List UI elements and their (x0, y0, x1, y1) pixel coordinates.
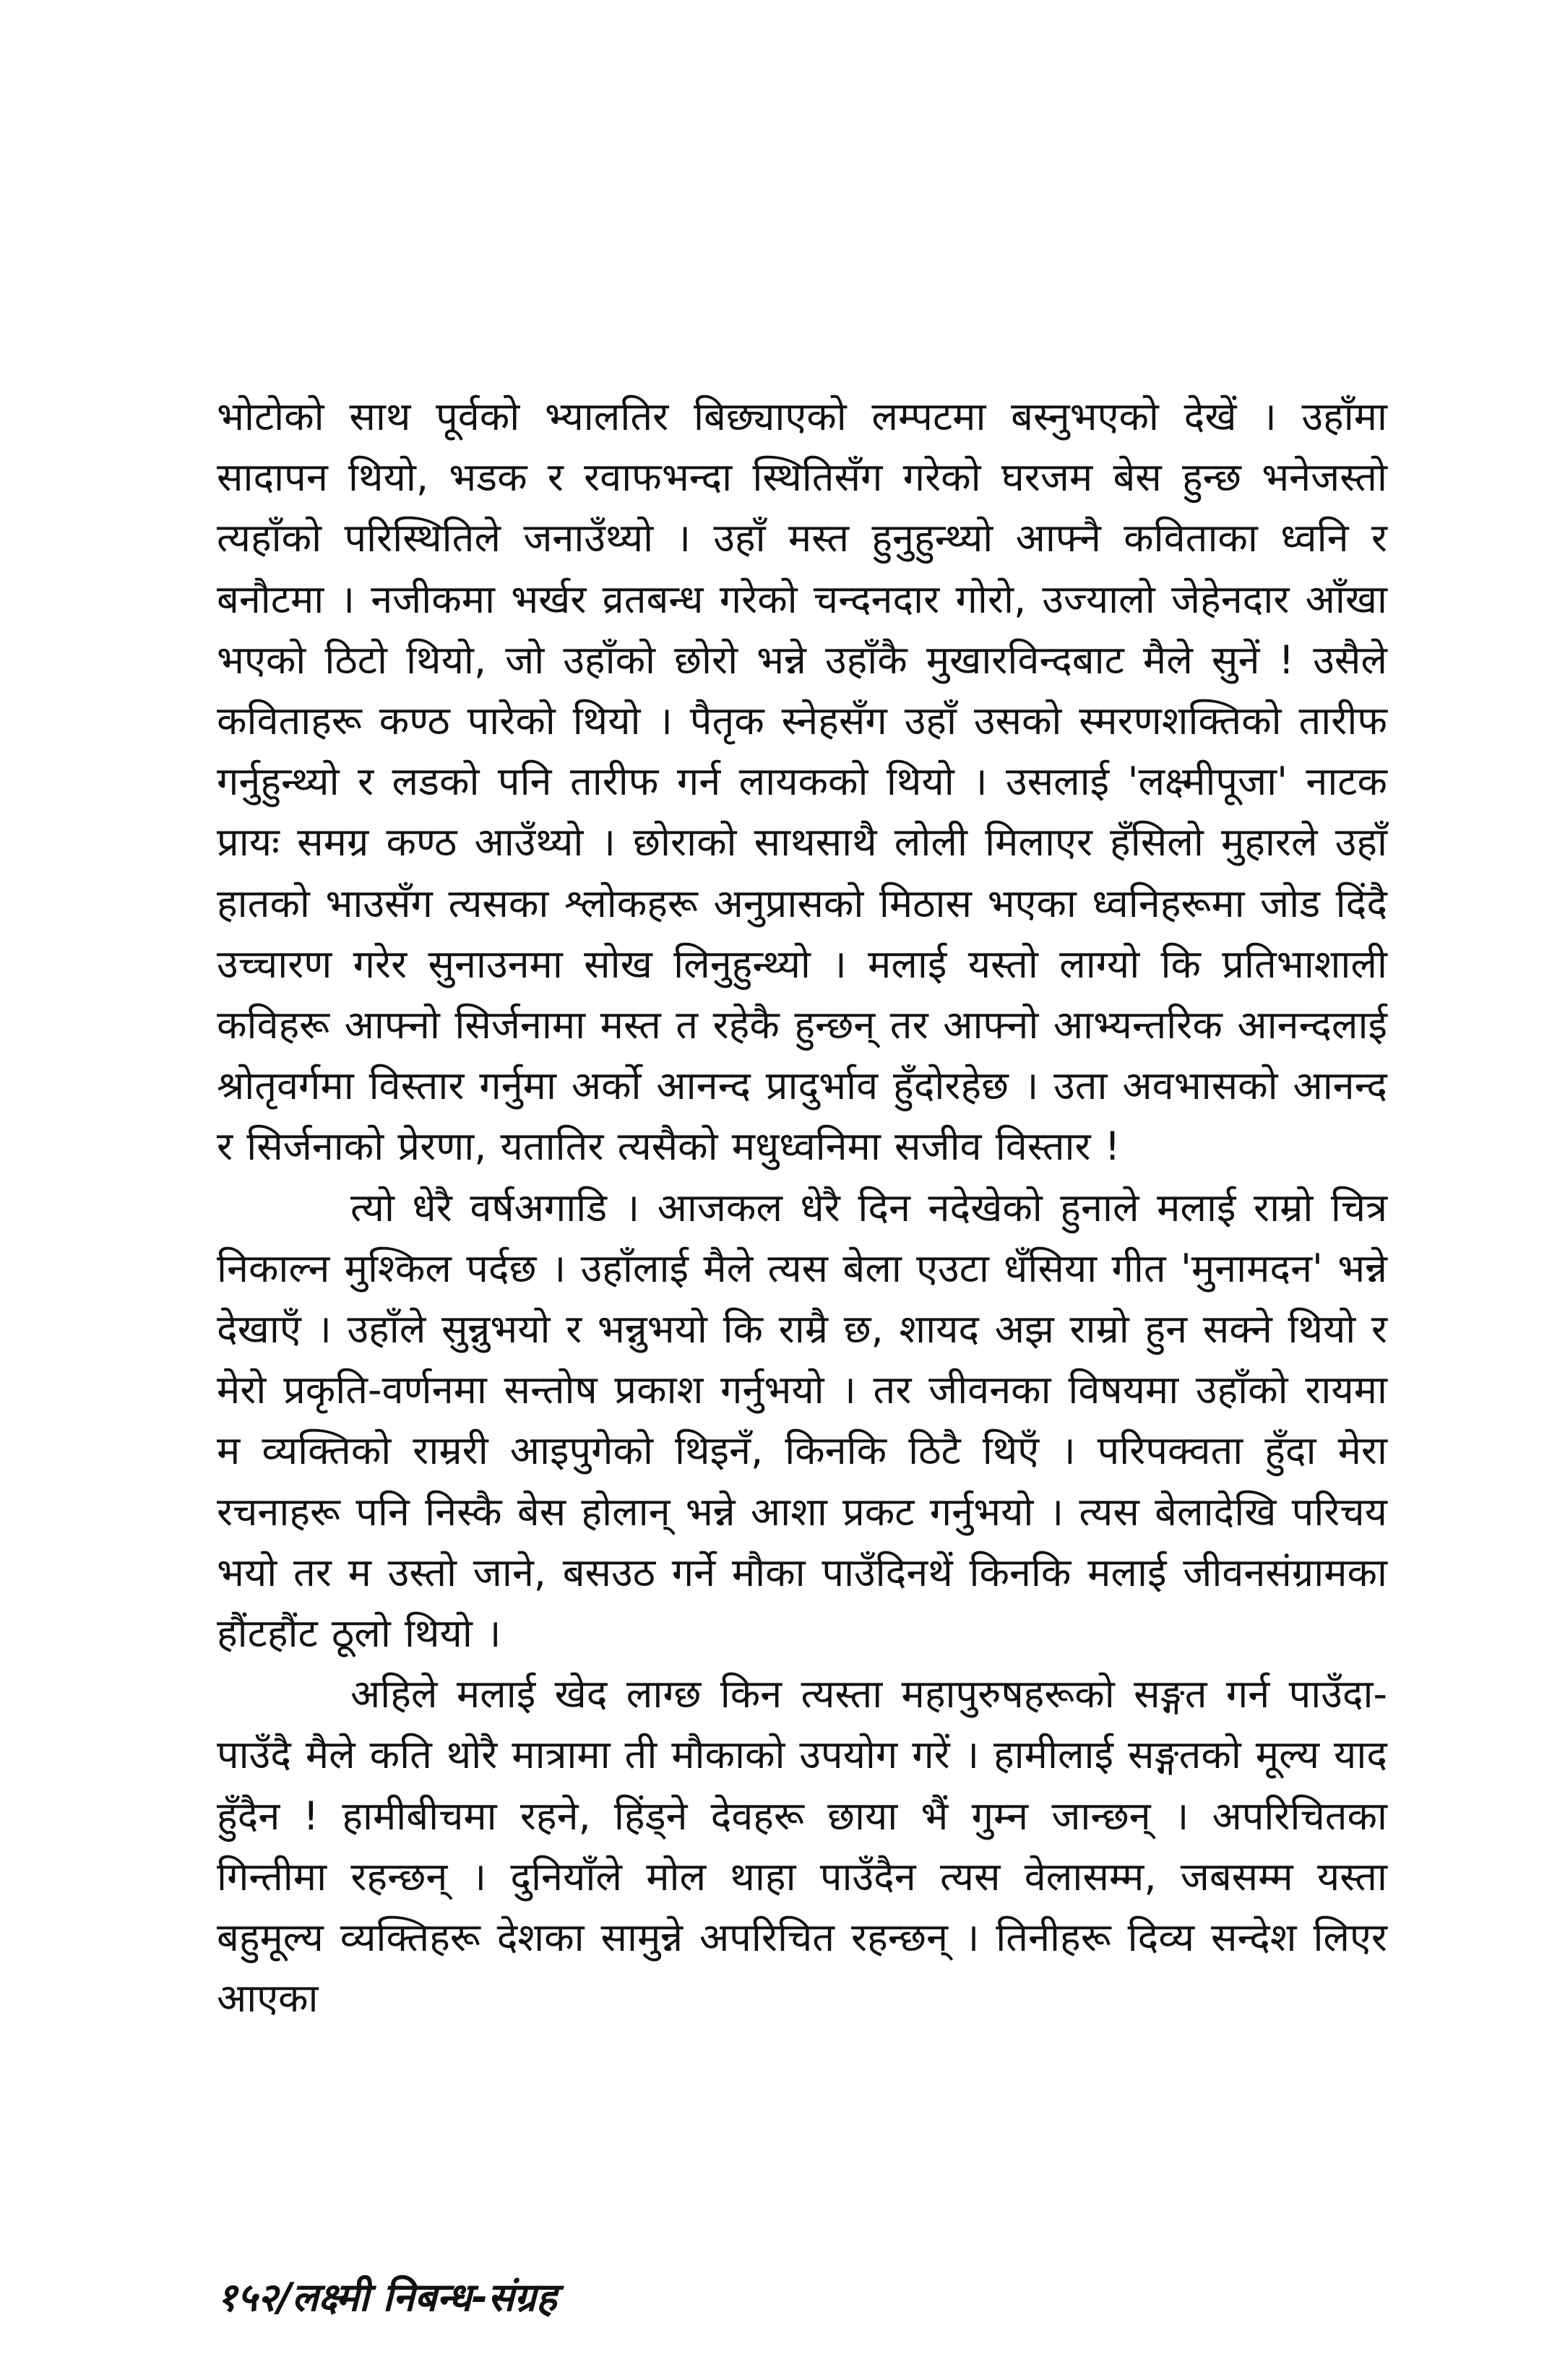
page-footer: १५२/लक्ष्मी निबन्ध-संग्रह (217, 2275, 557, 2320)
body-text (217, 387, 1387, 2029)
paragraph-1: भोटोको साथ पूर्वको भ्यालतिर बिछ्याएको लम्पटमा बस्नुभएको देखें । उहाँमा सादापन थियो, भडक र रवाफभन्दा स्थितिसँग गरेको घरजम बेस हुन्छ भनेजस्तो त्यहाँको परिस्थितिले जनाउँथ्यो । उहाँ मस्त हुनुहुन्थ्यो आफ्नै कविताका ध्वनि र बनौटमा । नजीकमा भर्खर व्रतबन्ध गरेको चन्दनदार गोरो, उज्यालो जेहेनदार आँखा भएको ठिटो थियो, जो उहाँको छोरो भन्ने उहाँकै मुखारविन्दबाट मैले सुनें ! उसैले कविताहरू कण्ठ पारेको थियो । पैतृक स्नेहसँग उहाँ उसको स्मरणशक्तिको तारीफ गर्नुहुन्थ्यो र लडको पनि तारीफ गर्न लायकको थियो । उसलाई 'लक्ष्मीपूजा' नाटक प्रायः समग्र कण्ठ आउँथ्यो । छोराको साथसाथै लोली मिलाएर हँसिलो मुहारले उहाँ हातको भाउसँग त्यसका श्लोकहरू अनुप्रासको मिठास भएका ध्वनिहरूमा जोड दिंदै उच्चारण गरेर सुनाउनमा सोख लिनुहुन्थ्यो । मलाई यस्तो लाग्यो कि प्रतिभाशाली कविहरू आफ्नो सिर्जनामा मस्त त रहेकै हुन्छन् तर आफ्नो आभ्यन्तरिक आनन्दलाई श्रोतृवर्गमा विस्तार गर्नुमा अर्को आनन्द प्रादुर्भाव हुँदोरहेछ । उता अवभासको आनन्द र सिर्जनाको प्रेरणा, यतातिर त्यसैको मधुध्वनिमा सजीव विस्तार ! (217, 394, 1387, 1170)
paragraph-2: त्यो धेरै वर्षअगाडि । आजकल धेरै दिन नदेखेको हुनाले मलाई राम्रो चित्र निकाल्न मुश्किल पर्दछ । उहाँलाई मैले त्यस बेला एउटा धँसिया गीत 'मुनामदन' भन्ने देखाएँ । उहाँले सुन्नुभयो र भन्नुभयो कि राम्रै छ, शायद अझ राम्रो हुन सक्ने थियो र मेरो प्रकृति-वर्णनमा सन्तोष प्रकाश गर्नुभयो । तर जीवनका विषयमा उहाँको रायमा म व्यक्तिको राम्ररी आइपुगेको थिइनँ, किनकि ठिटै थिएँ । परिपक्वता हुँदा मेरा रचनाहरू पनि निस्कै बेस होलान् भन्ने आशा प्रकट गर्नुभयो । त्यस बेलादेखि परिचय भयो तर म उस्तो जाने, बसउठ गर्ने मौका पाउँदिनथें किनकि मलाई जीवनसंग्रामका हौंटहौंट ठूलो थियो । (217, 1184, 1387, 1657)
paragraph-3: अहिले मलाई खेद लाग्छ किन त्यस्ता महापुरुषहरूको सङ्गत गर्न पाउँदा-पाउँदै मैले कति थोरै मात्रामा ती मौकाको उपयोग गरें । हामीलाई सङ्गतको मूल्य याद हुँदैन ! हामीबीचमा रहने, हिंड्ने देवहरू छाया भैं गुम्न जान्छन् । अपरिचितका गिन्तीमा रहन्छन् । दुनियाँले मोल थाहा पाउँदैन त्यस वेलासम्म, जबसम्म यस्ता बहुमूल्य व्यक्तिहरू देशका सामुन्ने अपरिचित रहन्छन् । तिनीहरू दिव्य सन्देश लिएर आएका (217, 1671, 1387, 2022)
